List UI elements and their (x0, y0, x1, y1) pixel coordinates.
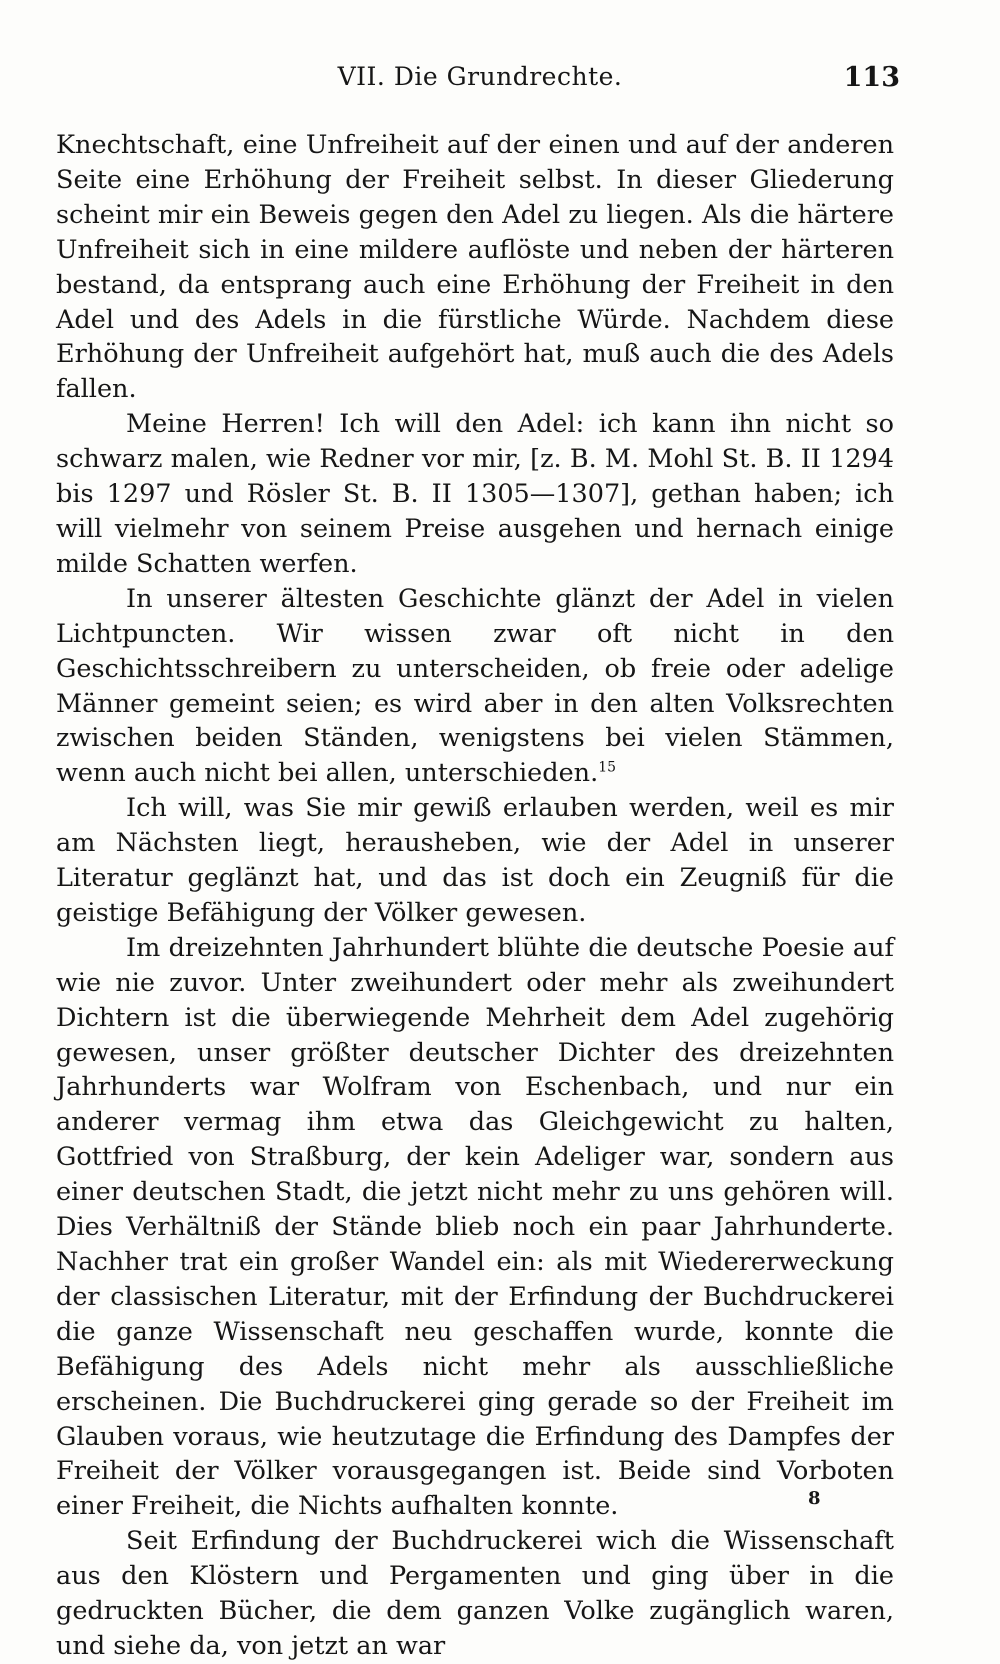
body-text (56, 128, 894, 1664)
page-number: 113 (843, 62, 900, 93)
paragraph: Im dreizehnten Jahrhundert blühte die deutsche Poesie auf wie nie zuvor. Unter zweihundert oder mehr als zweihundert Dichtern ist die überwiegende Mehrheit dem Adel zugehörig gewesen, unser größter deutscher Dichter des dreizehnten Jahrhunderts war Wolfram von Eschenbach, und nur ein anderer vermag ihm etwa das Gleichgewicht zu halten, Gottfried von Straßburg, der kein Adeliger war, sondern aus einer deutschen Stadt, die jetzt nicht mehr zu uns gehören will. Dies Verhältniß der Stände blieb noch ein paar Jahrhunderte. Nachher trat ein großer Wandel ein: als mit Wiedererweckung der classischen Literatur, mit der Erfindung der Buchdruckerei die ganze Wissenschaft neu geschaffen wurde, konnte die Befähigung des Adels nicht mehr als ausschließliche erscheinen. Die Buchdruckerei ging gerade so der Freiheit im Glauben voraus, wie heutzutage die Erfindung des Dampfes der Freiheit der Völker vorausgegangen ist. Beide sind Vorboten einer Freiheit, die Nichts aufhalten konnte. (56, 932, 894, 1522)
running-title: VII. Die Grundrechte. (337, 62, 623, 91)
signature-mark: 8 (808, 1488, 821, 1509)
paragraph: Meine Herren! Ich will den Adel: ich kann ihn nicht so schwarz malen, wie Redner vor mir, [z. B. M. Mohl St. B. II 1294 bis 1297 und Rösler St. B. II 1305—1307], gethan haben; ich will vielmehr von seinem Preise ausgehen und hernach einige milde Schatten werfen. (56, 409, 894, 579)
paragraph: Seit Erfindung der Buchdruckerei wich die Wissenschaft aus den Klöstern und Pergamenten und ging über in die gedruckten Bücher, die dem ganzen Volke zugänglich waren, und siehe da, von jetzt an war (56, 1526, 894, 1661)
footnote-reference: 15 (598, 759, 617, 776)
page-header (60, 62, 900, 102)
paragraph (56, 582, 894, 791)
paragraph: Ich will, was Sie mir gewiß erlauben werden, weil es mir am Nächsten liegt, herausheben, wie der Adel in unserer Literatur geglänzt hat, und das ist doch ein Zeugniß für die geistige Befähigung der Völker gewesen. (56, 793, 894, 928)
paragraph: Knechtschaft, eine Unfreiheit auf der einen und auf der anderen Seite eine Erhöhung der Freiheit selbst. In dieser Gliederung scheint mir ein Beweis gegen den Adel zu liegen. Als die härtere Unfreiheit sich in eine mildere auflöste und neben der härteren bestand, da entsprang auch eine Erhöhung der Freiheit in den Adel und des Adels in die fürstliche Würde. Nachdem diese Erhöhung der Unfreiheit aufgehört hat, muß auch die des Adels fallen. (56, 130, 894, 405)
paragraph-text: In unserer ältesten Geschichte glänzt der Adel in vielen Lichtpuncten. Wir wissen zwar oft nicht in den Geschichtsschreibern zu unterscheiden, ob freie oder adelige Männer gemeint seien; es wird aber in den alten Volksrechten zwischen beiden Ständen, wenigstens bei vielen Stämmen, wenn auch nicht bei allen, unterschieden. (56, 583, 894, 789)
